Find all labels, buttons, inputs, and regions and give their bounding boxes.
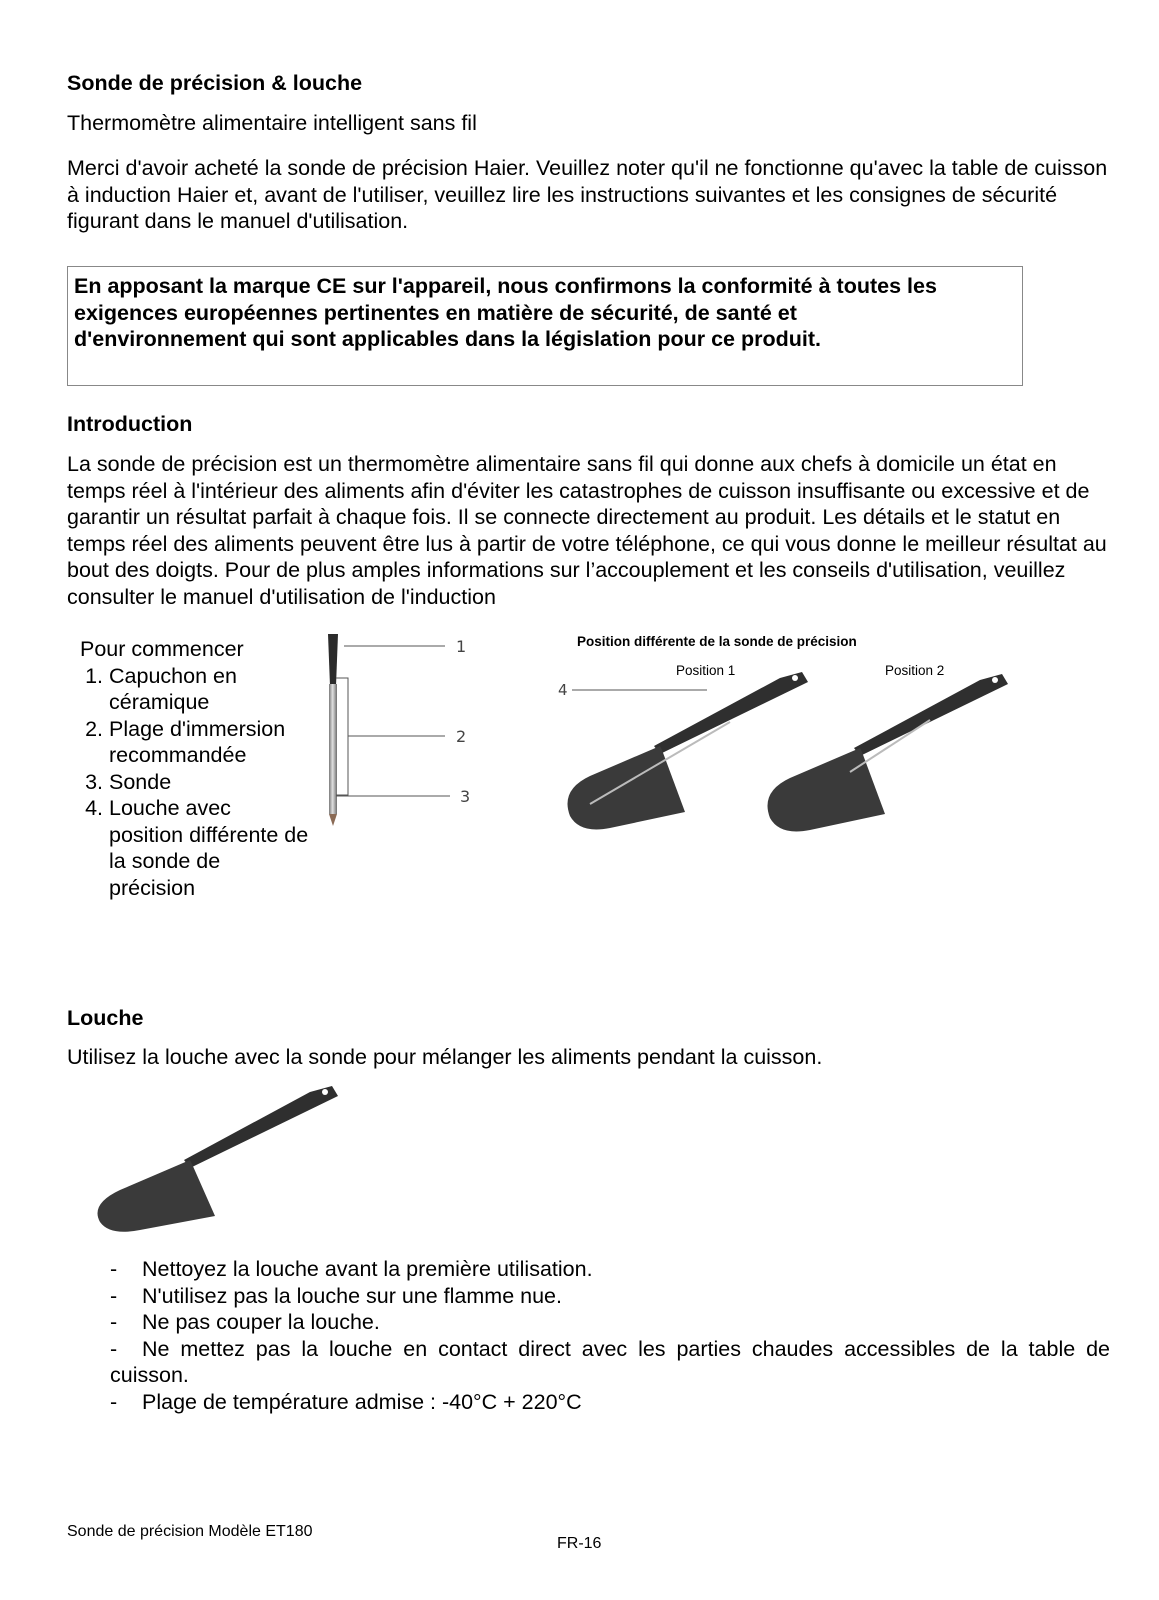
callout-2: 2: [456, 727, 467, 746]
list-item: - N'utilisez pas la louche sur une flamme nue.: [110, 1283, 562, 1308]
list-item: - Plage de température admise : -40°C + 220°C: [110, 1389, 582, 1414]
probe-diagram: [310, 626, 500, 826]
page-title: Sonde de précision & louche: [67, 71, 363, 95]
introduction-body: La sonde de précision est un thermomètre alimentaire sans fil qui donne aux chefs à domicile un état en temps réel à l'intérieur des aliments afin d'éviter les catastrophes de cuisson insuffisante ou excessive et de garantir un résultat parfait à chaque fois. Il se connecte directement au produit. Les détails et le statut en temps réel des aliments peuvent être lus à partir de votre téléphone, ce qui vous donne le meilleur résultat au bout des doigts. Pour de plus amples informations sur l’accouplement et les conseils d'utilisation, veuillez consulter le manuel d'utilisation de l'induction: [67, 452, 1107, 609]
callout-4: 4: [558, 681, 568, 699]
positions-title: Position différente de la sonde de précision: [577, 634, 857, 649]
callout-1: 1: [456, 637, 467, 656]
page-number: FR-16: [557, 1535, 602, 1552]
footer-model: Sonde de précision Modèle ET180: [67, 1523, 313, 1540]
page-subtitle: Thermomètre alimentaire intelligent sans fil: [67, 111, 477, 135]
list-item: 2. Plage d'immersion recommandée: [109, 716, 310, 769]
intro-paragraph: Merci d'avoir acheté la sonde de précision Haier. Veuillez noter qu'il ne fonctionne qu'avec la table de cuisson à induction Haier et, avant de l'utiliser, veuillez lire les instructions suivantes et les consignes de sécurité figurant dans le manuel d'utilisation.: [67, 156, 1108, 233]
ce-notice-text: En apposant la marque CE sur l'appareil, nous confirmons la conformité à toutes les exigences européennes pertinentes en matière de sécurité, de santé et d'environnement qui sont applicables dans la législation pour ce produit.: [74, 274, 937, 351]
list-item: - Ne mettez pas la louche en contact direct avec les parties chaudes accessibles de la table de cuisson.: [110, 1336, 1110, 1387]
getting-started-items: [80, 663, 310, 902]
list-item: - Nettoyez la louche avant la première utilisation.: [110, 1257, 593, 1281]
list-item: - Ne pas couper la louche.: [110, 1310, 380, 1334]
callout-3: 3: [460, 787, 471, 806]
getting-started-heading: Pour commencer: [80, 637, 244, 661]
louche-heading: Louche: [67, 1006, 144, 1030]
ce-notice-box: [67, 266, 1023, 386]
ladle-position-2: [768, 674, 1009, 832]
positions-figure: [550, 672, 1020, 862]
position-2-label: Position 2: [885, 663, 945, 678]
list-item: 1. Capuchon en céramique: [109, 663, 310, 716]
louche-bullets: [110, 1256, 1110, 1415]
position-1-label: Position 1: [676, 663, 736, 678]
getting-started-list: [80, 636, 310, 901]
probe-illustration: [328, 634, 338, 826]
louche-body: Utilisez la louche avec la sonde pour mélanger les aliments pendant la cuisson.: [67, 1045, 823, 1069]
list-item: 3. Sonde: [109, 769, 310, 796]
introduction-heading: Introduction: [67, 412, 193, 436]
list-item: 4. Louche avec position différente de la sonde de précision: [109, 795, 310, 901]
ladle-image: [80, 1086, 350, 1236]
